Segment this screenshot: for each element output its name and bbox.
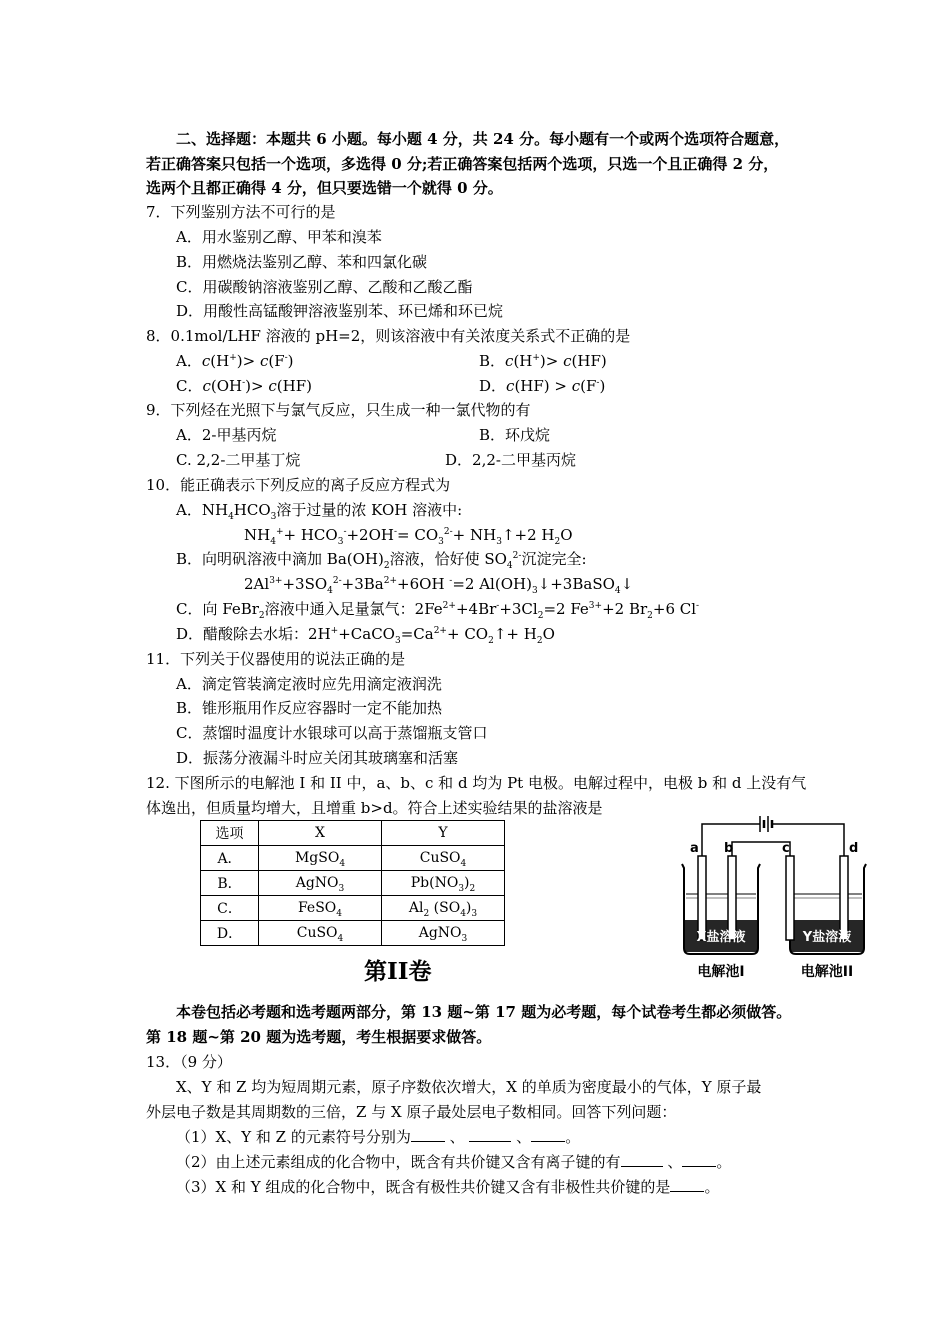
q11-stem: 11．下列关于仪器使用的说法正确的是 bbox=[146, 650, 406, 668]
q8-stem: 8．0.1mol/LHF 溶液的 pH=2，则该溶液中有关浓度关系式不正确的是 bbox=[146, 327, 631, 345]
row-x: FeSO$_4$ bbox=[259, 896, 382, 921]
row-option: D． bbox=[201, 921, 259, 946]
row-x: AgNO$_3$ bbox=[259, 871, 382, 896]
q10-option-b: B．向明矾溶液中滴加 $Ba(OH)_2$溶液，恰好使 $SO_4^{2-}$沉淀完全: bbox=[176, 550, 587, 571]
q10-option-a-equation: $NH_4^++ HCO_3^-+2OH^-= CO_3^{2-}+$ $NH_3↑+2$ $H_2O$ bbox=[244, 526, 573, 547]
electrolysis-cells-figure bbox=[676, 812, 876, 984]
q13-sub1: （1）X、Y 和 Z 的元素符号分别为 、 、 。 bbox=[176, 1128, 581, 1146]
solution-y-label: Y盐溶液 bbox=[802, 930, 852, 945]
q9-stem: 9．下列烃在光照下与氯气反应，只生成一种一氯代物的有 bbox=[146, 401, 531, 419]
row-y: AgNO$_3$ bbox=[382, 921, 505, 946]
electrode-label-d: d bbox=[849, 841, 859, 856]
row-option: A． bbox=[201, 846, 259, 871]
electrode-label-b: b bbox=[724, 841, 734, 856]
q8-option-b: B．c(H+)> c(HF) bbox=[479, 352, 607, 370]
q13-sub3: （3）X 和 Y 组成的化合物中，既含有极性共价键又含有非极性共价键的是 。 bbox=[176, 1178, 720, 1196]
q12-stem-line1: 12. 下图所示的电解池 I 和 II 中，a、b、c 和 d 均为 Pt 电极。电解过程中，电极 b 和 d 上没有气 bbox=[146, 774, 807, 792]
table-row bbox=[201, 846, 505, 871]
q10-option-a: A．$NH_4HCO_3$溶于过量的浓 KOH 溶液中: bbox=[176, 501, 463, 522]
part-two-title: 第II卷 bbox=[364, 958, 432, 985]
electrode-d bbox=[840, 856, 848, 940]
row-option: C． bbox=[201, 896, 259, 921]
q10-stem: 10．能正确表示下列反应的离子反应方程式为 bbox=[146, 476, 451, 494]
electrode-a bbox=[698, 856, 706, 940]
q9-option-b: B．环戊烷 bbox=[479, 426, 551, 444]
q13-stem: 13．（9 分） bbox=[146, 1053, 232, 1071]
cell-1-caption: 电解池I bbox=[697, 964, 745, 980]
row-y: $Pb(NO_3)_2$ bbox=[382, 871, 505, 896]
q7-option-d: D．用酸性高锰酸钾溶液鉴别苯、环已烯和环已烷 bbox=[176, 302, 504, 320]
part-two-intro-line2: 第 18 题~第 20 题为选考题，考生根据要求做答。 bbox=[146, 1028, 492, 1046]
q9-option-d: D．2,2-二甲基丙烷 bbox=[445, 451, 576, 469]
q11-option-b: B．锥形瓶用作反应容器时一定不能加热 bbox=[176, 699, 443, 717]
q10-option-b-equation: $2Al^{3+}+3SO_4^{2-}+3Ba^{2+}+6OH$ -=2 $Al(OH)_3↓+3BaSO_4↓$ bbox=[244, 575, 634, 596]
table-header-row bbox=[201, 821, 505, 846]
answer-blank[interactable] bbox=[411, 1127, 445, 1142]
row-x: MgSO$_4$ bbox=[259, 846, 382, 871]
q13-para-line1: X、Y 和 Z 均为短周期元素，原子序数依次增大，X 的单质为密度最小的气体，Y 原子最 bbox=[176, 1078, 762, 1096]
section-heading-line3: 选两个且都正确得 4 分，但只要选错一个就得 0 分。 bbox=[146, 179, 503, 197]
answer-blank[interactable] bbox=[621, 1152, 663, 1167]
solution-x-label: X盐溶液 bbox=[696, 930, 746, 945]
q9-option-a: A．2-甲基丙烷 bbox=[176, 426, 277, 444]
row-y: $Al_2$ $(SO_4)_3$ bbox=[382, 896, 505, 921]
q7-option-b: B．用燃烧法鉴别乙醇、苯和四氯化碳 bbox=[176, 253, 428, 271]
q10-option-c: C．向 FeBr$_2$溶液中通入足量氯气：$2Fe^{2+}+4Br^-+3Cl_2=2$ $Fe^{3+}+2$ $Br_2+6$ Cl- bbox=[176, 600, 700, 621]
section-heading-line2: 若正确答案只包括一个选项，多选得 0 分;若正确答案包括两个选项，只选一个且正确得 2 分， bbox=[146, 155, 779, 173]
header-x: X bbox=[259, 821, 382, 846]
q7-option-a: A．用水鉴别乙醇、甲苯和溴苯 bbox=[176, 228, 382, 246]
electrode-b bbox=[728, 856, 736, 940]
q9-option-c: C. 2,2-二甲基丁烷 bbox=[176, 451, 301, 469]
q12-stem-line2: 体逸出，但质量均增大，且增重 b>d。符合上述实验结果的盐溶液是 bbox=[146, 799, 603, 817]
answer-blank[interactable] bbox=[670, 1177, 704, 1192]
row-x: CuSO$_4$ bbox=[259, 921, 382, 946]
q8-option-a: A．c(H+)> c(F-) bbox=[176, 352, 294, 370]
q8-option-c: C．c(OH-)> c(HF) bbox=[176, 377, 312, 395]
answer-blank[interactable] bbox=[682, 1152, 716, 1167]
q10-option-d: D．醋酸除去水垢：$2H^++CaCO_3=Ca^{2+}+$ $CO_2↑+ H_2O$ bbox=[176, 625, 555, 646]
q7-stem: 7．下列鉴别方法不可行的是 bbox=[146, 203, 336, 221]
q13-sub2: （2）由上述元素组成的化合物中，既含有共价键又含有离子键的有 、 。 bbox=[176, 1153, 732, 1171]
header-option: 选项 bbox=[201, 821, 259, 846]
table-row bbox=[201, 871, 505, 896]
part-two-intro-line1: 本卷包括必考题和选考题两部分，第 13 题~第 17 题为必考题，每个试卷考生都必须做答。 bbox=[176, 1003, 792, 1021]
q7-option-c: C．用碳酸钠溶液鉴别乙醇、乙酸和乙酸乙酯 bbox=[176, 278, 473, 296]
header-y: Y bbox=[382, 821, 505, 846]
row-y: CuSO$_4$ bbox=[382, 846, 505, 871]
q11-option-a: A．滴定管装滴定液时应先用滴定液润洗 bbox=[176, 675, 442, 693]
q11-option-c: C．蒸馏时温度计水银球可以高于蒸馏瓶支管口 bbox=[176, 724, 488, 742]
row-option: B． bbox=[201, 871, 259, 896]
answer-blank[interactable] bbox=[469, 1127, 511, 1142]
q8-option-d: D．c(HF) > c(F-) bbox=[479, 377, 606, 395]
q12-options-table bbox=[200, 820, 505, 946]
answer-blank[interactable] bbox=[531, 1127, 565, 1142]
electrode-c bbox=[786, 856, 794, 940]
table-row bbox=[201, 921, 505, 946]
table-row bbox=[201, 896, 505, 921]
q11-option-d: D．振荡分液漏斗时应关闭其玻璃塞和活塞 bbox=[176, 749, 459, 767]
q13-para-line2: 外层电子数是其周期数的三倍，Z 与 X 原子最处层电子数相同。回答下列问题： bbox=[146, 1103, 677, 1121]
battery-icon bbox=[756, 816, 776, 832]
electrode-label-a: a bbox=[690, 841, 699, 856]
cell-2-caption: 电解池II bbox=[800, 964, 854, 980]
electrode-label-c: c bbox=[782, 841, 790, 856]
section-heading-line1: 二、选择题：本题共 6 小题。每小题 4 分，共 24 分。每小题有一个或两个选项符合题意， bbox=[176, 130, 790, 148]
